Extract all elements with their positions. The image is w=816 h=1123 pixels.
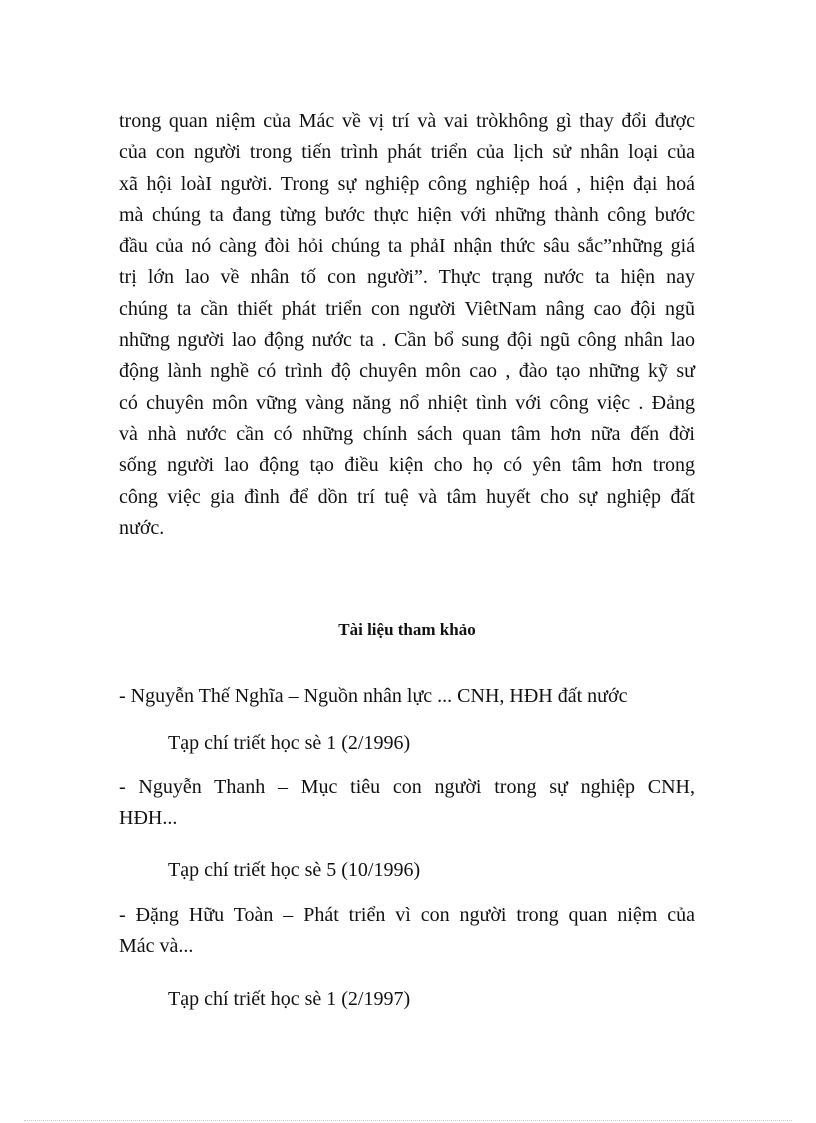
body-line: mà chúng ta đang từng bước thực hiện với những thành công bước [119, 203, 695, 226]
reference-line: - Nguyễn Thanh – Mục tiêu con người trong sự nghiệp CNH, [119, 776, 695, 798]
body-line: của con người trong tiến trình phát triển của lịch sử nhân loại của [119, 141, 695, 164]
references-title: Tài liệu tham khảo [338, 620, 476, 639]
reference-source: Tạp chí triết học sè 1 (2/1996) [168, 732, 411, 754]
body-line: có chuyên môn vững vàng năng nổ nhiệt tình với công việc . Đảng [119, 391, 695, 414]
body-line: trị lớn lao về nhân tố con người”. Thực trạng nước ta hiện nay [119, 266, 695, 289]
body-line: và nhà nước cần có những chính sách quan tâm hơn nữa đến đời [119, 422, 695, 445]
reference-line: - Nguyễn Thế Nghĩa – Nguồn nhân lực ... CNH, HĐH đất nước [119, 685, 628, 707]
body-line: trong quan niệm của Mác về vị trí và vai tròkhông gì thay đổi được [119, 110, 695, 132]
body-line: chúng ta cần thiết phát triển con người ViêtNam nâng cao đội ngũ [119, 297, 695, 320]
body-line: xã hội loàI người. Trong sự nghiệp công nghiệp hoá , hiện đại hoá [119, 172, 695, 195]
reference-source: Tạp chí triết học sè 1 (2/1997) [168, 988, 411, 1010]
body-line: công việc gia đình để dồn trí tuệ và tâm huyết cho sự nghiệp đất [119, 485, 695, 508]
reference-line: - Đặng Hữu Toàn – Phát triển vì con người trong quan niệm của [119, 904, 695, 926]
body-paragraph [119, 106, 695, 544]
reference-source: Tạp chí triết học sè 5 (10/1996) [168, 859, 421, 881]
reference-entry [119, 681, 695, 712]
body-line: động lành nghề có trình độ chuyên môn cao , đào tạo những kỹ sư [119, 360, 695, 383]
page-bottom-divider [24, 1120, 792, 1121]
body-line: đầu của nó càng đòi hỏi chúng ta phảI nhận thức sâu sắc”những giá [119, 235, 695, 258]
body-line: sống người lao động tạo điều kiện cho họ có yên tâm hơn trong [119, 454, 695, 477]
reference-entry [119, 900, 695, 962]
body-line: những người lao động nước ta . Cần bổ sung đội ngũ công nhân lao [119, 329, 695, 352]
reference-line: Mác và... [119, 935, 194, 957]
body-line: nước. [119, 516, 165, 539]
reference-line: HĐH... [119, 807, 178, 829]
reference-entry [119, 772, 695, 834]
